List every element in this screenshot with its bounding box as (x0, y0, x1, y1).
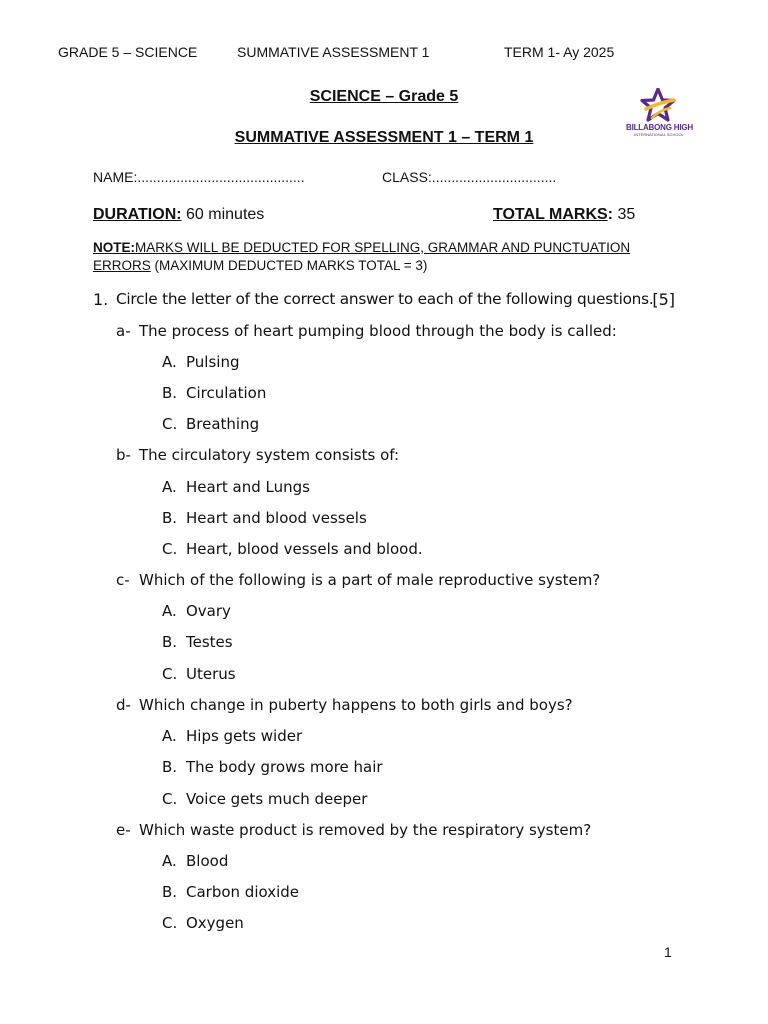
assessment-title: SUMMATIVE ASSESSMENT 1 – TERM 1 (234, 129, 534, 146)
option-text: Ovary (186, 602, 231, 620)
option-letter: A. (162, 478, 177, 496)
option-letter: A. (162, 602, 177, 620)
total-marks-label: TOTAL MARKS (493, 206, 608, 223)
option-text: Circulation (186, 384, 267, 402)
note-label: NOTE: (93, 240, 135, 255)
sub-question-text: Which change in puberty happens to both girls and boys? (139, 696, 573, 714)
note-text-line1: MARKS WILL BE DEDUCTED FOR SPELLING, GRAMMAR AND PUNCTUATION (135, 240, 631, 255)
header-assessment: SUMMATIVE ASSESSMENT 1 (237, 44, 430, 60)
logo-school-subtitle: INTERNATIONAL SCHOOL (634, 132, 684, 137)
sub-question-text: Which waste product is removed by the respiratory system? (139, 821, 592, 839)
question-number: 1. (93, 290, 109, 309)
student-info-row (93, 169, 693, 187)
deduction-note (93, 239, 675, 275)
sub-question-text: Which of the following is a part of male reproductive system? (139, 571, 601, 589)
option-letter: C. (162, 540, 178, 558)
option-letter: A. (162, 353, 177, 371)
sub-question-letter: c- (116, 571, 130, 589)
total-marks (493, 206, 635, 224)
option-text: Breathing (186, 415, 260, 433)
duration-label: DURATION: (93, 206, 182, 223)
subject-title: SCIENCE – Grade 5 (309, 88, 459, 105)
option-letter: B. (162, 758, 178, 776)
duration-value: 60 minutes (181, 206, 265, 223)
option-letter: B. (162, 633, 178, 651)
option-text: Heart and blood vessels (186, 509, 367, 527)
sub-question-text: The process of heart pumping blood through the body is called: (139, 322, 617, 340)
option-letter: C. (162, 415, 178, 433)
option-letter: B. (162, 384, 178, 402)
option-text: The body grows more hair (186, 758, 383, 776)
option-text: Testes (186, 633, 233, 651)
sub-question-letter: b- (116, 446, 131, 464)
sub-question-letter: d- (116, 696, 131, 714)
option-text: Uterus (186, 665, 236, 683)
page-number: 1 (664, 944, 672, 960)
option-text: Pulsing (186, 353, 240, 371)
option-text: Heart and Lungs (186, 478, 310, 496)
option-letter: A. (162, 727, 177, 745)
option-letter: B. (162, 883, 178, 901)
question-marks: [5] (652, 290, 675, 309)
option-letter: B. (162, 509, 178, 527)
question-text: Circle the letter of the correct answer to each of the following questions. (116, 290, 654, 308)
header-grade-subject: GRADE 5 – SCIENCE (58, 44, 198, 60)
option-letter: A. (162, 852, 177, 870)
logo-school-name: BILLABONG HIGH (626, 123, 693, 132)
option-text: Heart, blood vessels and blood. (186, 540, 423, 558)
option-letter: C. (162, 914, 178, 932)
note-text-line2: (MAXIMUM DEDUCTED MARKS TOTAL = 3) (150, 258, 428, 273)
option-text: Blood (186, 852, 229, 870)
note-errors: ERRORS (93, 258, 151, 273)
option-letter: C. (162, 790, 178, 808)
header-term: TERM 1- Ay 2025 (504, 44, 615, 60)
sub-question-text: The circulatory system consists of: (139, 446, 400, 464)
school-logo (626, 88, 692, 138)
option-letter: C. (162, 665, 178, 683)
question-1-heading (93, 290, 675, 312)
option-text: Oxygen (186, 914, 244, 932)
option-text: Hips gets wider (186, 727, 303, 745)
duration (93, 206, 264, 224)
total-marks-value: 35 (613, 206, 636, 223)
class-field[interactable]: CLASS:................................ (382, 169, 557, 185)
sub-question-letter: a- (116, 322, 131, 340)
option-text: Voice gets much deeper (186, 790, 368, 808)
sub-question-letter: e- (116, 821, 131, 839)
running-header (58, 44, 698, 62)
exam-meta-row (93, 206, 675, 226)
name-field[interactable]: NAME:........................................... (93, 169, 305, 185)
star-logo-icon (638, 88, 678, 122)
option-text: Carbon dioxide (186, 883, 300, 901)
total-marks-colon: : (607, 206, 613, 223)
